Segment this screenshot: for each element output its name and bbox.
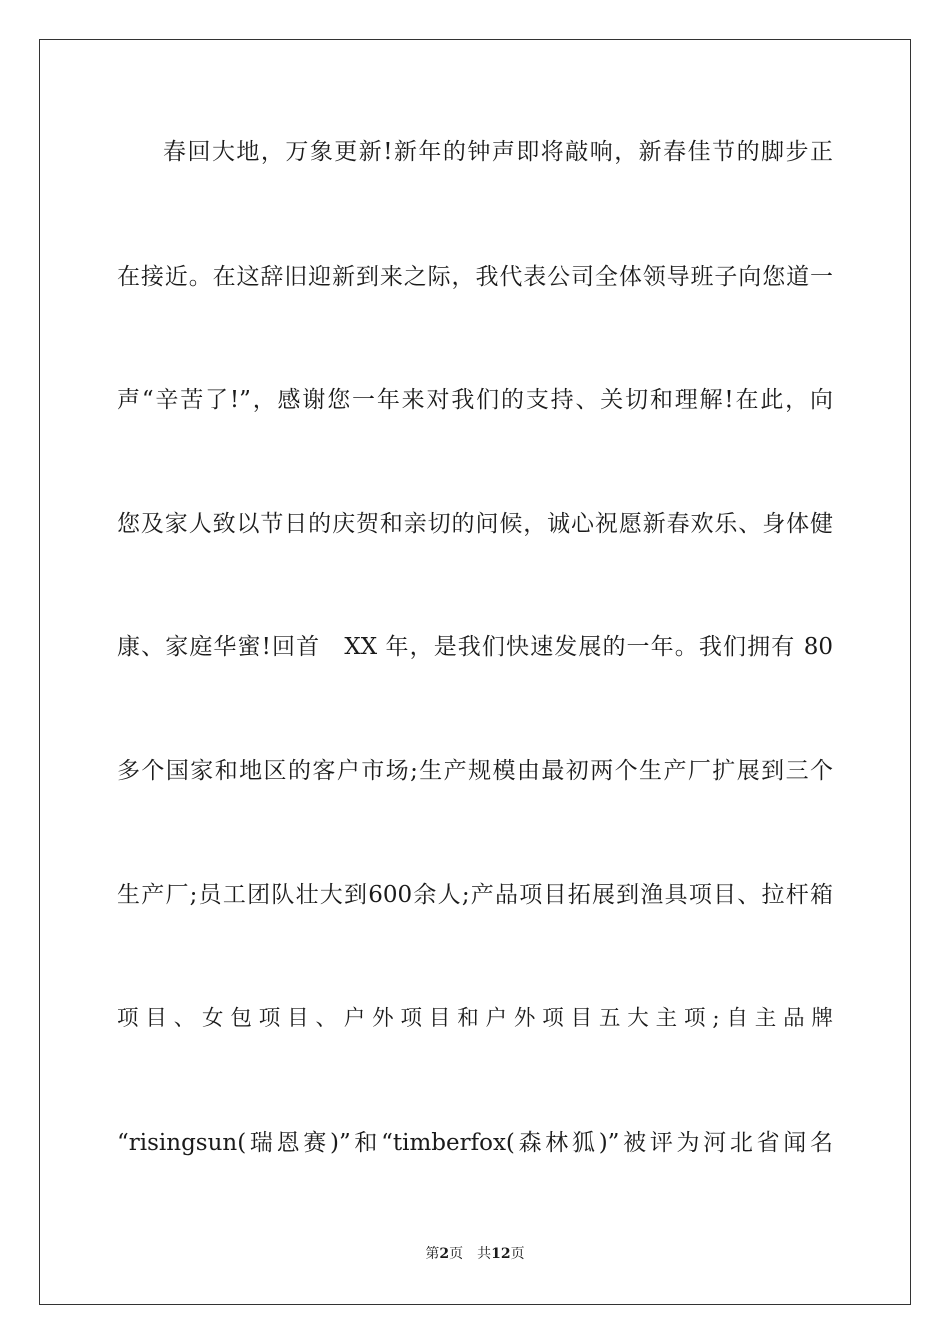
footer-prefix: 第: [425, 1246, 440, 1262]
body-line-1: 春回大地，万象更新!新年的钟声即将敲响，新春佳节的脚步正: [163, 139, 833, 165]
body-line-7: 生产厂;员工团队壮大到600余人;产品项目拓展到渔具项目、拉杆箱: [117, 882, 833, 908]
body-line-8: 项 目 、 女 包 项 目 、 户 外 项 目 和 户 外 项 目 五 大 主 项 ; 自 主 品 牌: [117, 1006, 833, 1031]
page-footer: [0, 1245, 950, 1263]
footer-total-suffix: 页: [510, 1246, 525, 1262]
footer-page-suffix: 页: [449, 1246, 464, 1262]
body-line-6: 多个国家和地区的客户市场;生产规模由最初两个生产厂扩展到三个: [117, 758, 833, 784]
body-line-9: “risingsun(瑞恩赛)”和“timberfox(森林狐)”被评为河北省闻名: [117, 1130, 833, 1156]
body-line-3: 声“辛苦了!”，感谢您一年来对我们的支持、关切和理解!在此，向: [117, 387, 833, 413]
body-line-5: 康、家庭华蜜!回首 XX 年，是我们快速发展的一年。我们拥有 80: [117, 634, 833, 660]
body-line-2: 在接近。在这辞旧迎新到来之际，我代表公司全体领导班子向您道一: [117, 264, 833, 290]
page-border: [39, 39, 911, 1305]
footer-total-pages: 12: [491, 1246, 511, 1262]
footer-total-prefix: 共: [477, 1246, 492, 1262]
body-line-4: 您及家人致以节日的庆贺和亲切的问候，诚心祝愿新春欢乐、身体健: [117, 511, 833, 537]
footer-page-number: 2: [439, 1246, 450, 1262]
